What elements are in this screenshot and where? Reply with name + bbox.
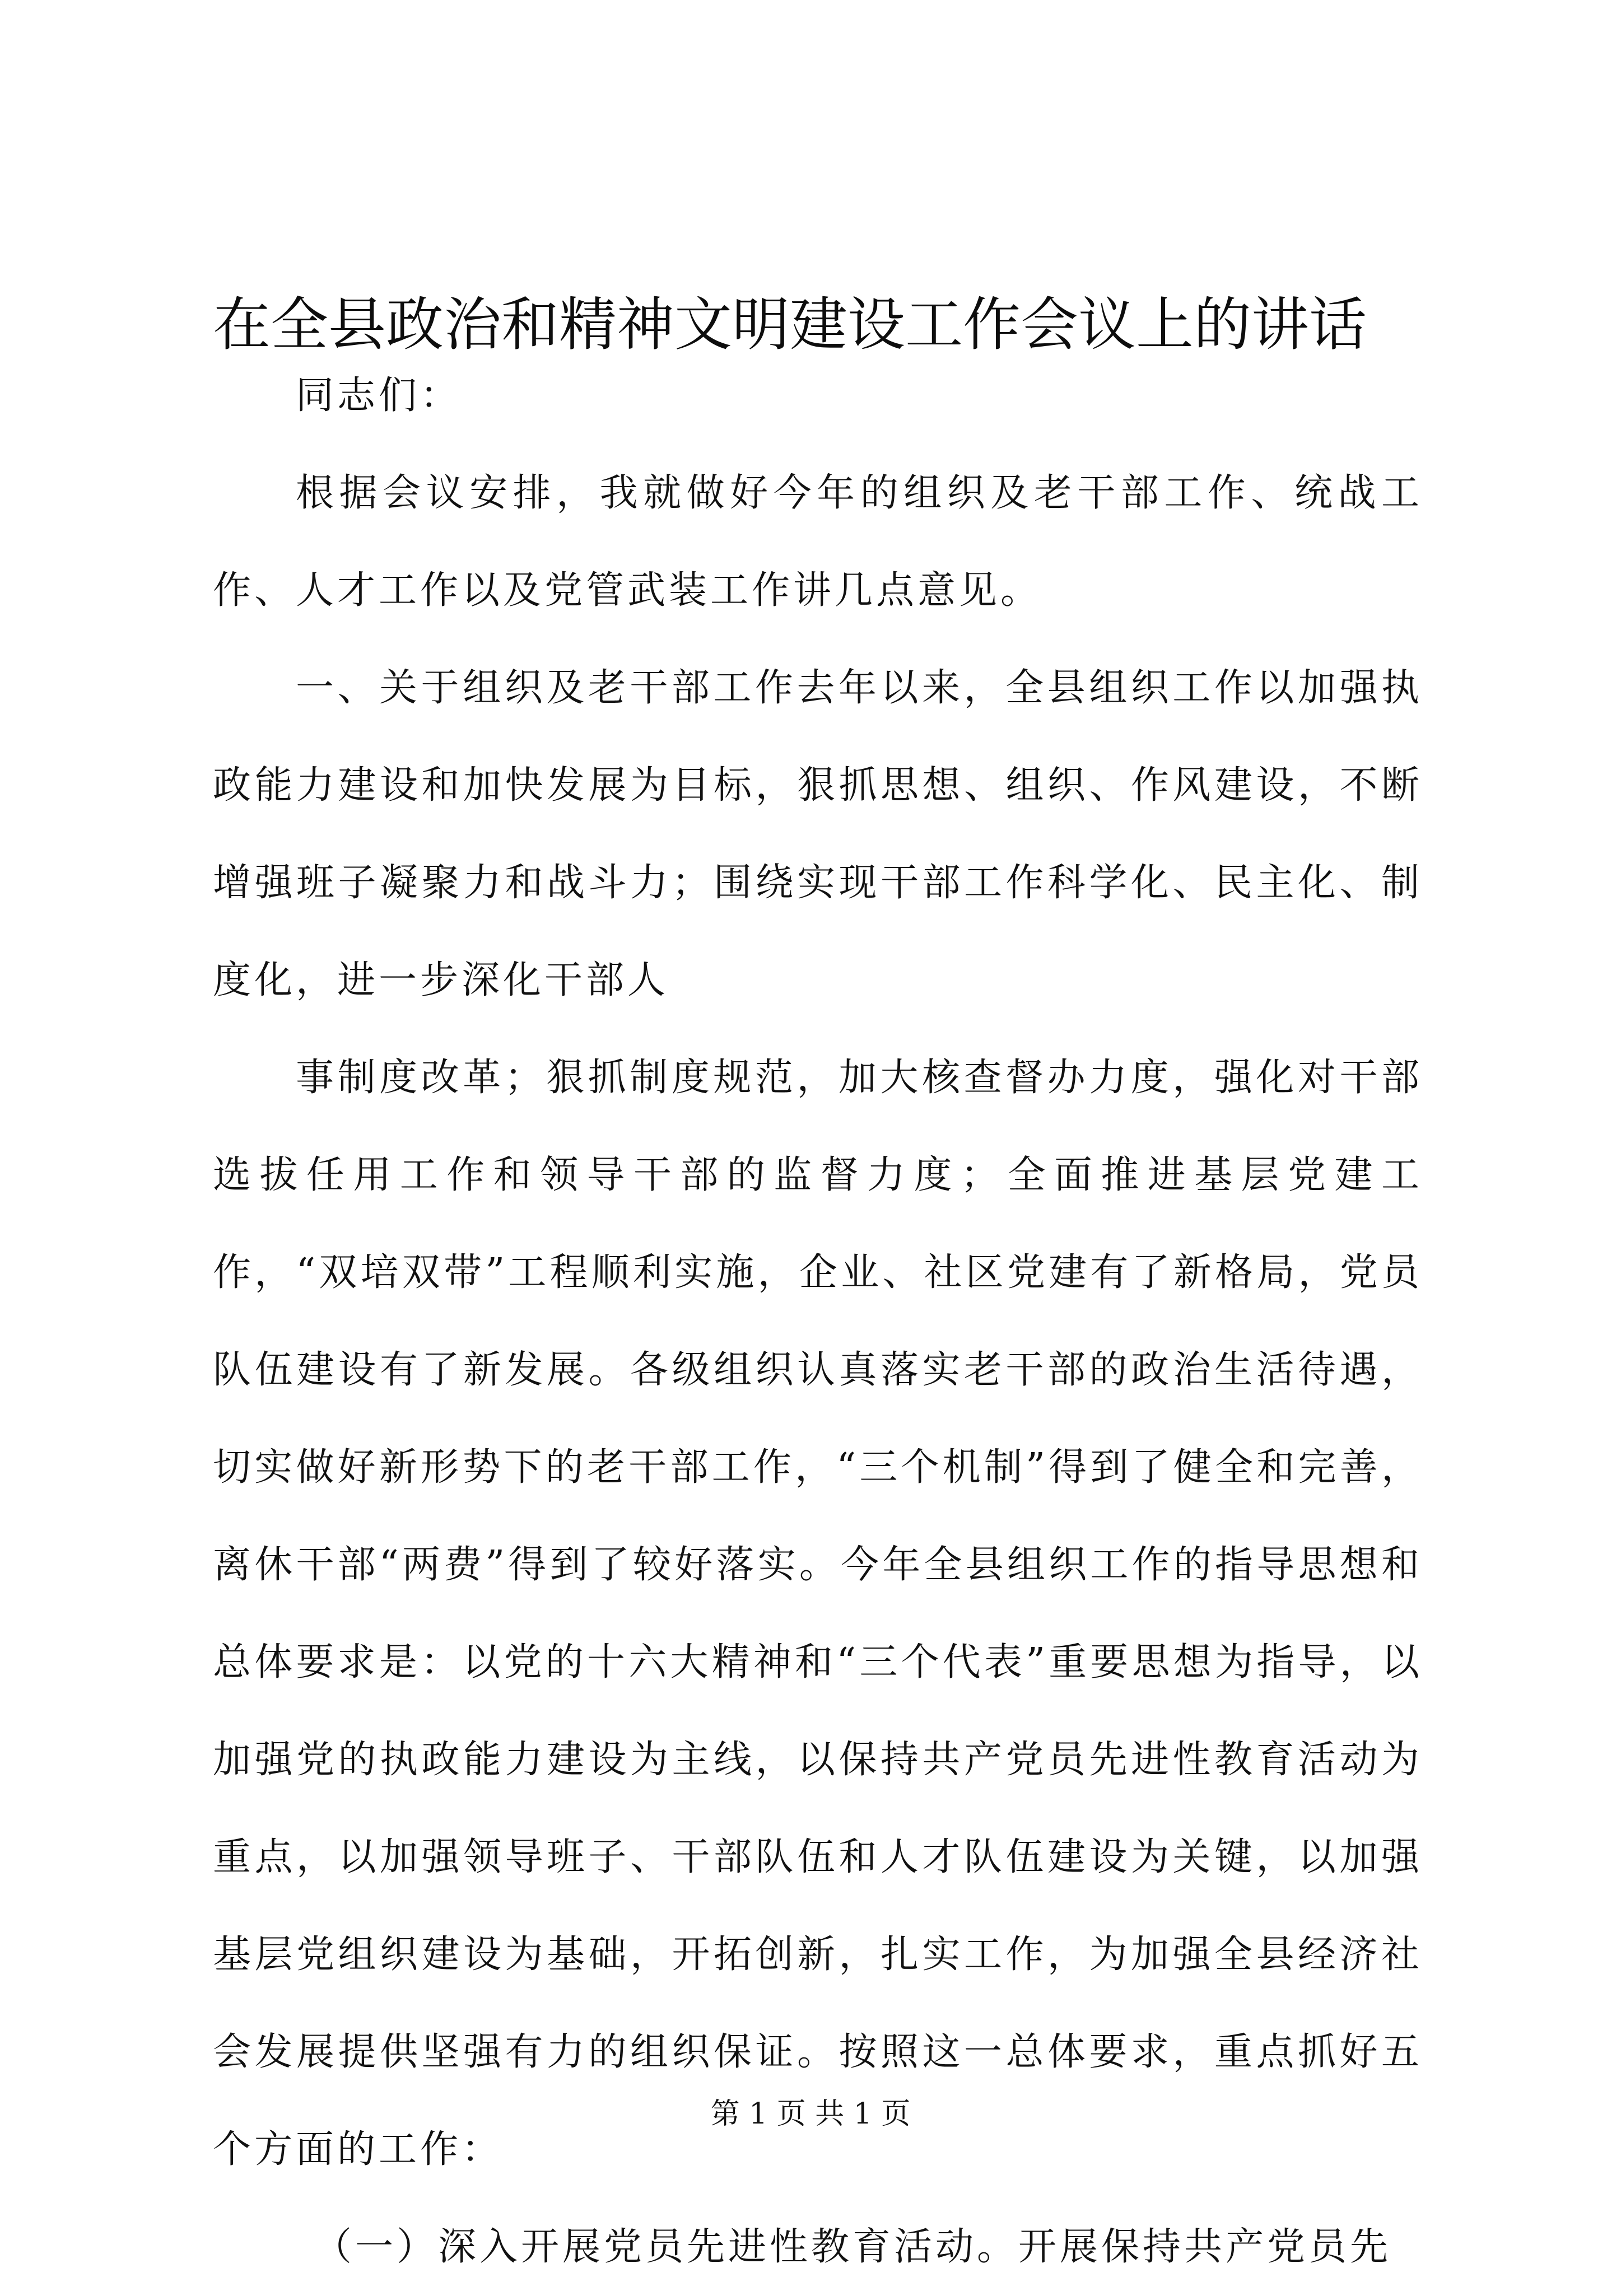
salutation-paragraph: 同志们： xyxy=(296,374,462,418)
document-body xyxy=(213,347,1423,2296)
intro-paragraph: 根据会议安排，我就做好今年的组织及老干部工作、统战工作、人才工作以及党管武装工作讲几点意见。 xyxy=(213,471,1423,613)
body-paragraph: 事制度改革；狠抓制度规范，加大核查督办力度，强化对干部选拔任用工作和领导干部的监督力度；全面推进基层党建工作，“双培双带”工程顺利实施，企业、社区党建有了新格局，党员队伍建设有了新发展。各级组织认真落实老干部的政治生活待遇，切实做好新形势下的老干部工作，“三个机制”得到了健全和完善，离休干部“两费”得到了较好落实。今年全县组织工作的指导思想和总体要求是：以党的十六大精神和“三个代表”重要思想为指导，以加强党的执政能力建设为主线，以保持共产党员先进性教育活动为重点，以加强领导班子、干部队伍和人才队伍建设为关键，以加强基层党组织建设为基础，开拓创新，扎实工作，为加强全县经济社会发展提供坚强有力的组织保证。按照这一总体要求，重点抓好五个方面的工作： xyxy=(213,1056,1423,2172)
section-one-paragraph: 一、关于组织及老干部工作去年以来，全县组织工作以加强执政能力建设和加快发展为目标，狠抓思想、组织、作风建设，不断增强班子凝聚力和战斗力；围绕实现干部工作科学化、民主化、制度化，进一步深化干部人 xyxy=(213,666,1423,1002)
subsection-one-paragraph: （一）深入开展党员先进性教育活动。开展保持共产党员先 xyxy=(314,2225,1392,2269)
page-footer: 第 1 页 共 1 页 xyxy=(710,2097,911,2131)
document-title: 在全县政治和精神文明建设工作会议上的讲话 xyxy=(213,291,1367,358)
